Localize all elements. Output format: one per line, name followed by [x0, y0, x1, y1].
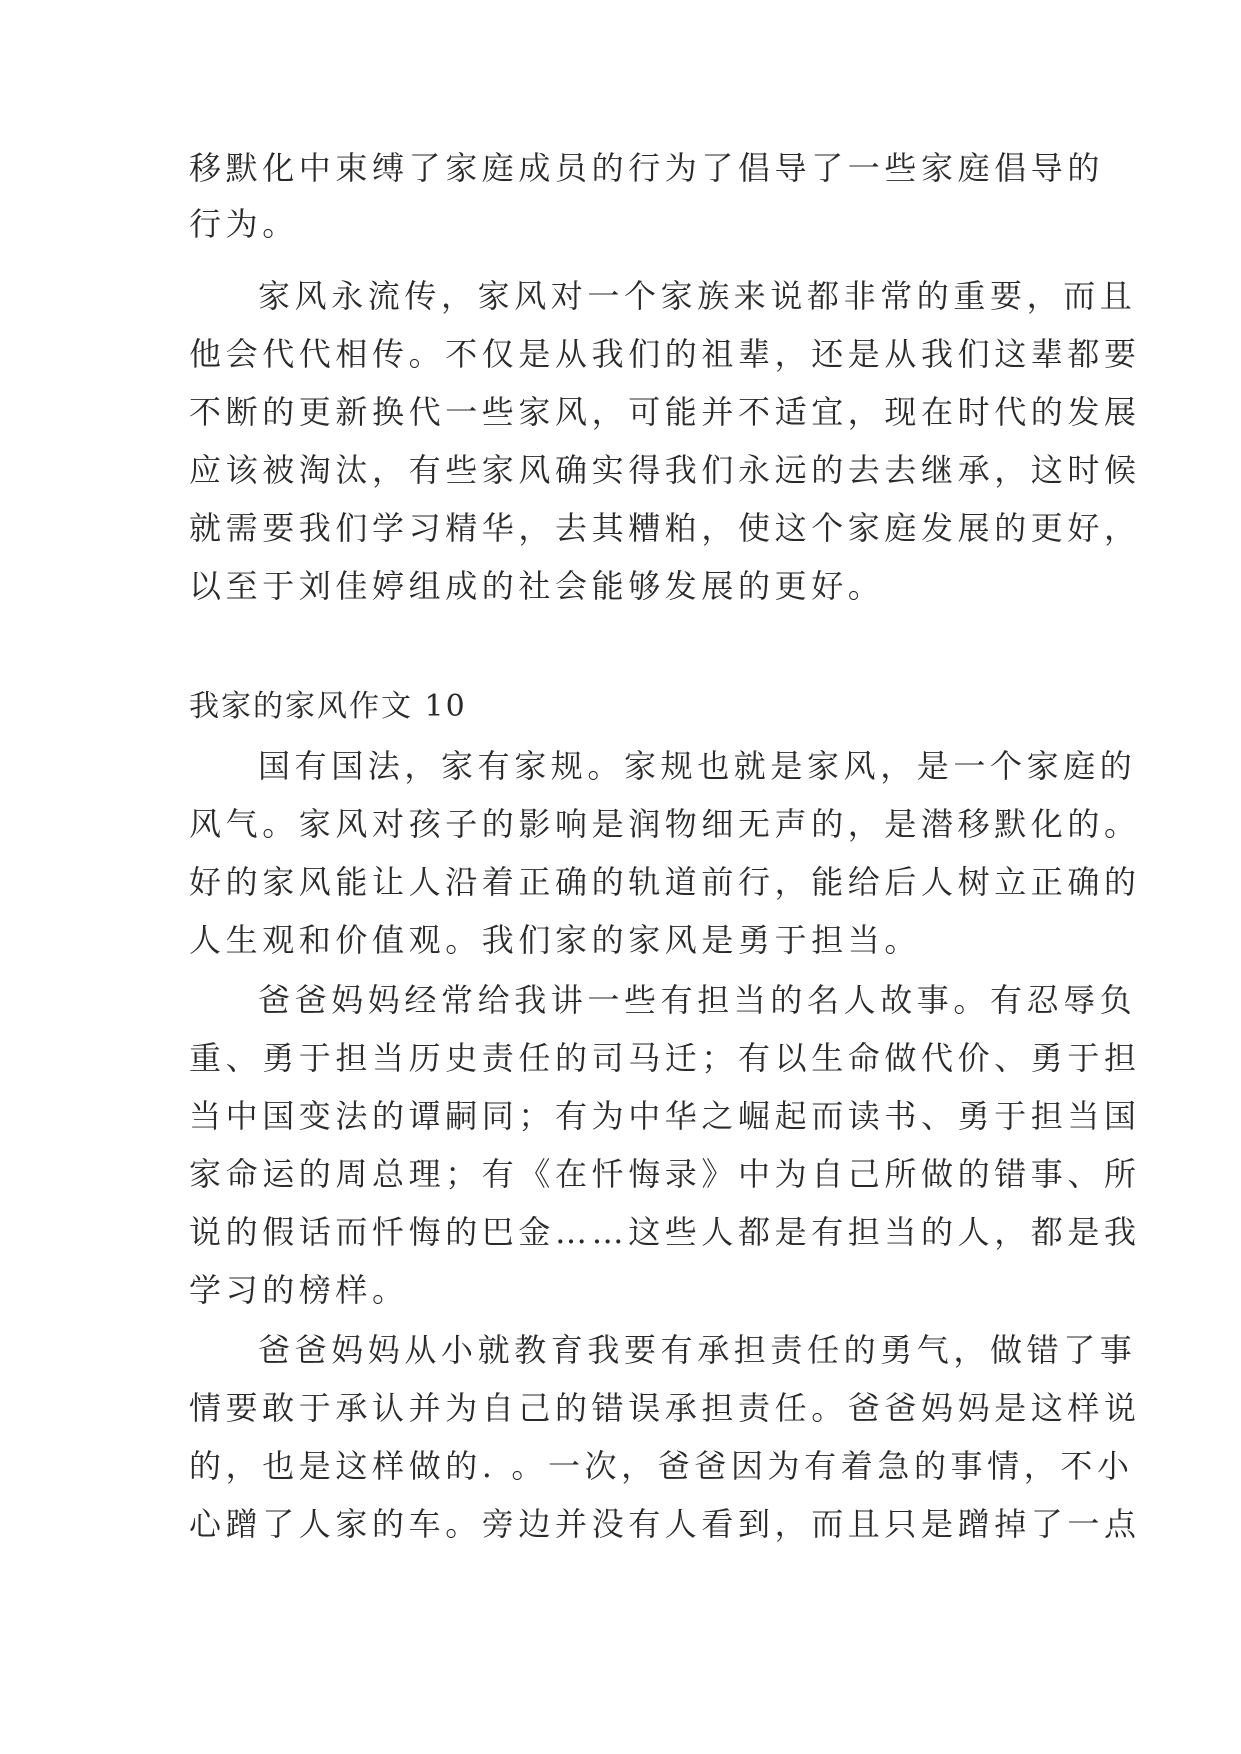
text-line: 以至于刘佳婷组成的社会能够发展的更好。: [189, 567, 885, 605]
text-line: 重、勇于担当历史责任的司马迁；有以生命做代价、勇于担: [189, 1039, 1141, 1077]
text-line: 行为。: [189, 205, 299, 243]
text-line: 人生观和价值观。我们家的家风是勇于担当。: [189, 921, 922, 959]
text-line: 情要敢于承认并为自己的错误承担责任。爸爸妈妈是这样说: [189, 1389, 1141, 1427]
text-line: 学习的榜样。: [189, 1271, 409, 1309]
text-line: 好的家风能让人沿着正确的轨道前行，能给后人树立正确的: [189, 863, 1141, 901]
text-line: 的，也是这样做的. 。一次，爸爸因为有着急的事情，不小: [189, 1447, 1134, 1485]
text-line: 移默化中束缚了家庭成员的行为了倡导了一些家庭倡导的: [189, 149, 1105, 187]
paragraph-start-line: 国有国法，家有家规。家规也就是家风，是一个家庭的: [258, 747, 1137, 785]
paragraph-start-line: 爸爸妈妈从小就教育我要有承担责任的勇气，做错了事: [258, 1331, 1137, 1369]
paragraph-start-line: 爸爸妈妈经常给我讲一些有担当的名人故事。有忍辱负: [258, 981, 1137, 1019]
text-line: 家命运的周总理；有《在忏悔录》中为自己所做的错事、所: [189, 1155, 1141, 1193]
text-line: 心蹭了人家的车。旁边并没有人看到，而且只是蹭掉了一点: [189, 1505, 1141, 1543]
paragraph-start-line: 家风永流传，家风对一个家族来说都非常的重要，而且: [258, 277, 1137, 315]
text-line: 不断的更新换代一些家风，可能并不适宜，现在时代的发展: [189, 393, 1141, 431]
text-line: 说的假话而忏悔的巴金……这些人都是有担当的人，都是我: [189, 1213, 1141, 1251]
section-heading: 我家的家风作文 10: [189, 689, 467, 724]
text-line: 风气。家风对孩子的影响是润物细无声的，是潜移默化的。: [189, 805, 1141, 843]
text-line: 他会代代相传。不仅是从我们的祖辈，还是从我们这辈都要: [189, 335, 1141, 373]
text-line: 当中国变法的谭嗣同；有为中华之崛起而读书、勇于担当国: [189, 1097, 1141, 1135]
text-line: 就需要我们学习精华，去其糟粕，使这个家庭发展的更好，: [189, 509, 1141, 547]
text-line: 应该被淘汰，有些家风确实得我们永远的去去继承，这时候: [189, 451, 1141, 489]
